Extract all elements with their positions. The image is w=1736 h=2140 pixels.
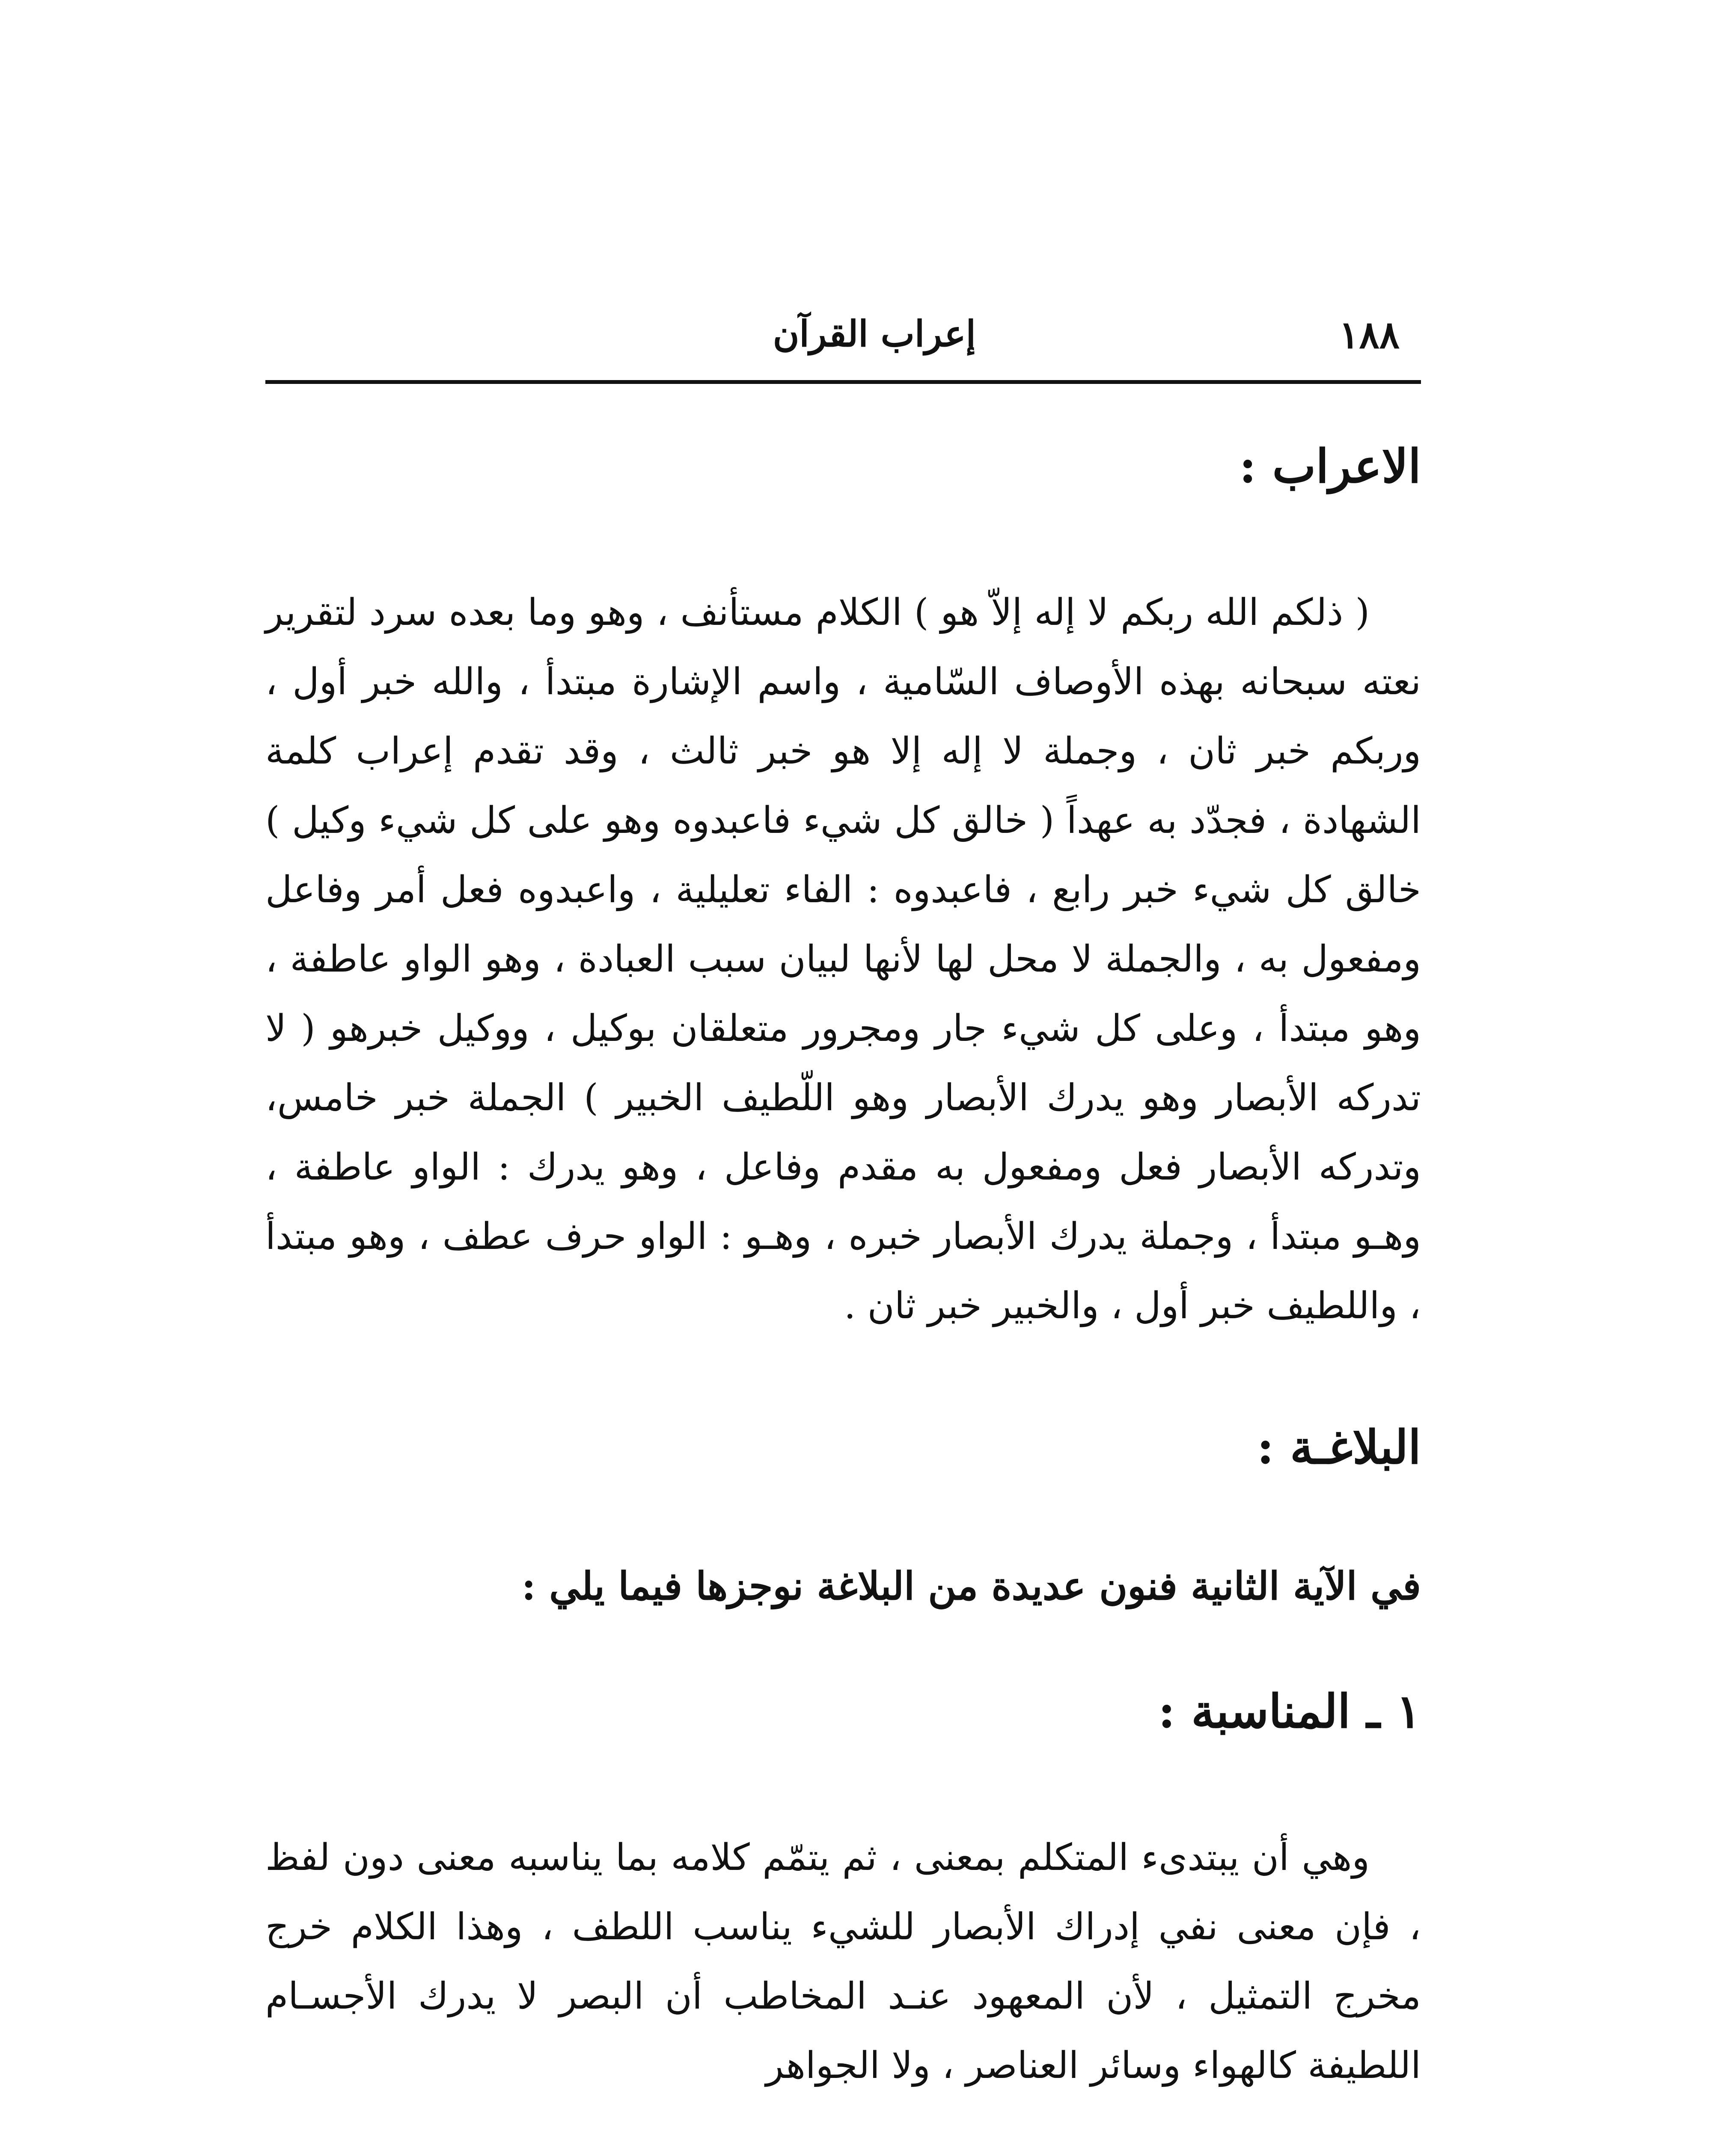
balagha-intro: في الآية الثانية فنون عديدة من البلاغة نوجزها فيما يلي : xyxy=(521,1563,1421,1609)
section-heading-balagha: البلاغـة : xyxy=(1257,1421,1421,1475)
munasaba-paragraph: وهي أن يبتدىء المتكلم بمعنى ، ثم يتمّم كلامه بما يناسبه معنى دون لفظ ، فإن معنى نفي إدراك الأبصار للشيء يناسب اللطف ، وهذا الكلام خرج مخرج التمثيل ، لأن المعهود عنـد المخاطب أن البصر لا يدرك الأجسـام اللطيفة كالهواء وسائر العناصر ، ولا الجواهر xyxy=(265,1836,1421,2087)
section-heading-munasaba: ١ ـ المناسبة : xyxy=(1158,1684,1421,1739)
text-column xyxy=(265,428,1421,2100)
running-title: إعراب القرآن xyxy=(773,312,976,355)
section-heading-iraab: الاعراب : xyxy=(1239,440,1421,493)
running-header xyxy=(265,300,1412,372)
header-rule xyxy=(265,380,1421,384)
page-number: ١٨٨ xyxy=(1339,312,1400,357)
iraab-paragraph: ( ذلكم الله ربكم لا إله إلاّ هو ) الكلام مستأنف ، وهو وما بعده سرد لتقرير نعته سبحانه بهذه الأوصاف السّامية ، واسم الإشارة مبتدأ ، والله خبر أول ، وربكم خبر ثان ، وجملة لا إله إلا هو خبر ثالث ، وقد تقدم إعراب كلمة الشهادة ، فجدّد به عهداً ( خالق كل شيء فاعبدوه وهو على كل شيء وكيل ) خالق كل شيء خبر رابع ، فاعبدوه : الفاء تعليلية ، واعبدوه فعل أمر وفاعل ومفعول به ، والجملة لا محل لها لأنها لبيان سبب العبادة ، وهو الواو عاطفة ، وهو مبتدأ ، وعلى كل شيء جار ومجرور متعلقان بوكيل ، ووكيل خبرهو ( لا تدركه الأبصار وهو يدرك الأبصار وهو اللّطيف الخبير ) الجملة خبر خامس، وتدركه الأبصار فعل ومفعول به مقدم وفاعل ، وهو يدرك : الواو عاطفة ، وهـو مبتدأ ، وجملة يدرك الأبصار خبره ، وهـو : الواو حرف عطف ، وهو مبتدأ ، واللطيف خبر أول ، والخبير خبر ثان . xyxy=(265,591,1421,1328)
